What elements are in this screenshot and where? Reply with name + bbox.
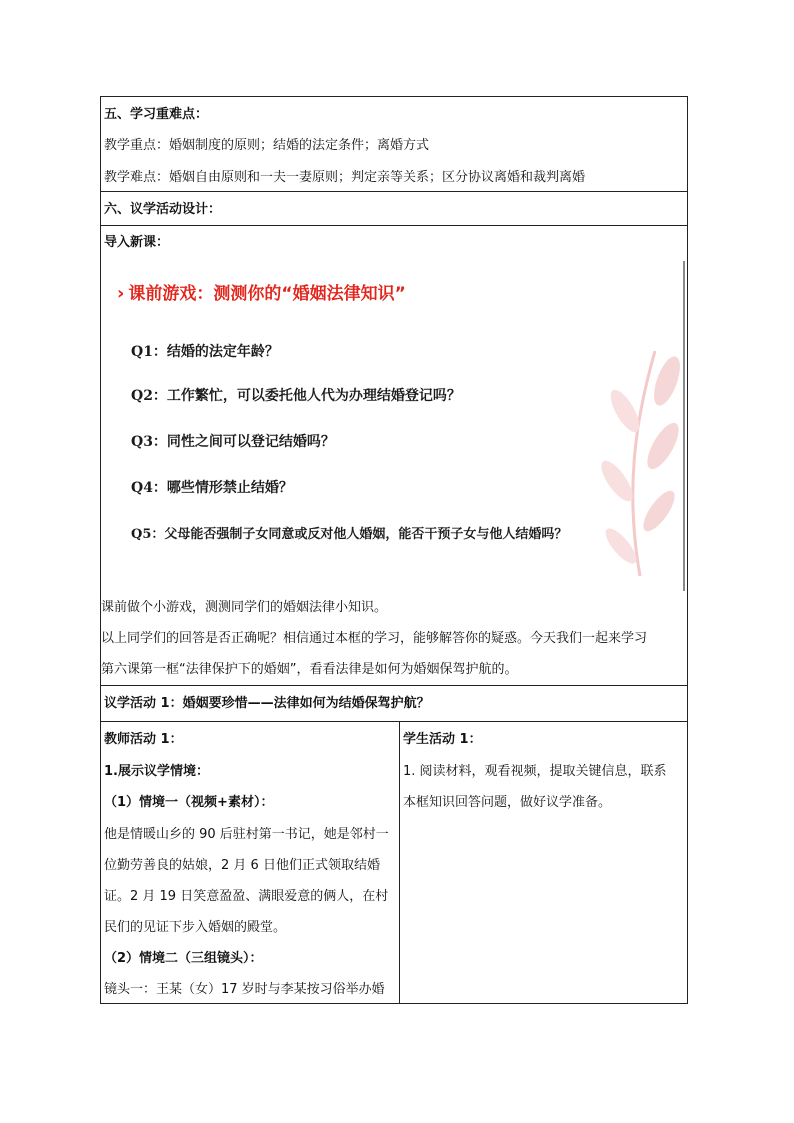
row-divider bbox=[101, 191, 687, 192]
student-activity-line: 1. 阅读材料，观看视频，提取关键信息，联系 bbox=[403, 764, 667, 779]
student-activity-line: 本框知识回答问题，做好议学准备。 bbox=[403, 795, 612, 810]
quiz-question: Q3：同性之间可以登记结婚吗？ bbox=[131, 434, 335, 450]
scene1-line: 证。2 月 19 日笑意盈盈、满眼爱意的俩人，在村 bbox=[104, 889, 389, 904]
lesson-plan-table bbox=[100, 96, 688, 1004]
row-divider bbox=[101, 225, 687, 226]
intro-heading: 导入新课： bbox=[104, 235, 170, 250]
student-activity-heading: 学生活动 1： bbox=[403, 732, 482, 747]
slide-edge bbox=[683, 261, 685, 591]
quiz-question: Q1：结婚的法定年龄？ bbox=[131, 344, 279, 360]
row-divider bbox=[101, 721, 687, 722]
chevron-right-icon: › bbox=[117, 283, 125, 304]
intro-text-2-line2: 第六课第一框“法律保护下的婚姻”，看看法律是如何为婚姻保驾护航的。 bbox=[101, 662, 518, 677]
quiz-question: Q2：工作繁忙，可以委托他人代为办理结婚登记吗？ bbox=[131, 388, 461, 404]
section6-heading: 六、议学活动设计： bbox=[104, 202, 222, 217]
scene2-title: （2）情境二（三组镜头）： bbox=[104, 951, 263, 966]
column-divider bbox=[399, 721, 400, 1003]
row-divider bbox=[101, 685, 687, 686]
difficult-points-text: 教学难点：婚姻自由原则和一夫一妻原则；判定亲等关系；区分协议离婚和裁判离婚 bbox=[104, 170, 586, 185]
intro-text-1: 课前做个小游戏，测测同学们的婚姻法律小知识。 bbox=[101, 600, 388, 615]
key-points-text: 教学重点：婚姻制度的原则；结婚的法定条件；离婚方式 bbox=[104, 138, 430, 153]
scene1-line: 民们的见证下步入婚姻的殿堂。 bbox=[104, 920, 287, 935]
quiz-question: Q4：哪些情形禁止结婚？ bbox=[131, 480, 293, 496]
scene1-line: 位勤劳善良的姑娘，2 月 6 日他们正式领取结婚 bbox=[104, 858, 380, 873]
leaf-decoration-icon bbox=[595, 341, 685, 581]
scene1-title: （1）情境一（视频+素材）： bbox=[104, 795, 274, 810]
slide-title bbox=[117, 279, 406, 304]
scene1-line: 他是情暖山乡的 90 后驻村第一书记，她是邻村一 bbox=[104, 827, 389, 842]
section5-heading: 五、学习重难点： bbox=[104, 107, 209, 122]
scene2-line: 镜头一：王某（女）17 岁时与李某按习俗举办婚 bbox=[104, 982, 385, 997]
teacher-item-1: 1.展示议学情境： bbox=[104, 764, 209, 779]
quiz-slide-image bbox=[105, 261, 685, 591]
intro-text-2-line1: 以上同学们的回答是否正确呢？相信通过本框的学习，能够解答你的疑惑。今天我们一起来学习 bbox=[101, 631, 648, 646]
teacher-activity-heading: 教师活动 1： bbox=[104, 732, 183, 747]
slide-title-text: 课前游戏：测测你的“婚姻法律知识” bbox=[128, 284, 406, 304]
activity1-heading: 议学活动 1：婚姻要珍惜——法律如何为结婚保驾护航？ bbox=[104, 696, 430, 711]
quiz-question: Q5：父母能否强制子女同意或反对他人婚姻，能否干预子女与他人结婚吗？ bbox=[131, 527, 568, 542]
